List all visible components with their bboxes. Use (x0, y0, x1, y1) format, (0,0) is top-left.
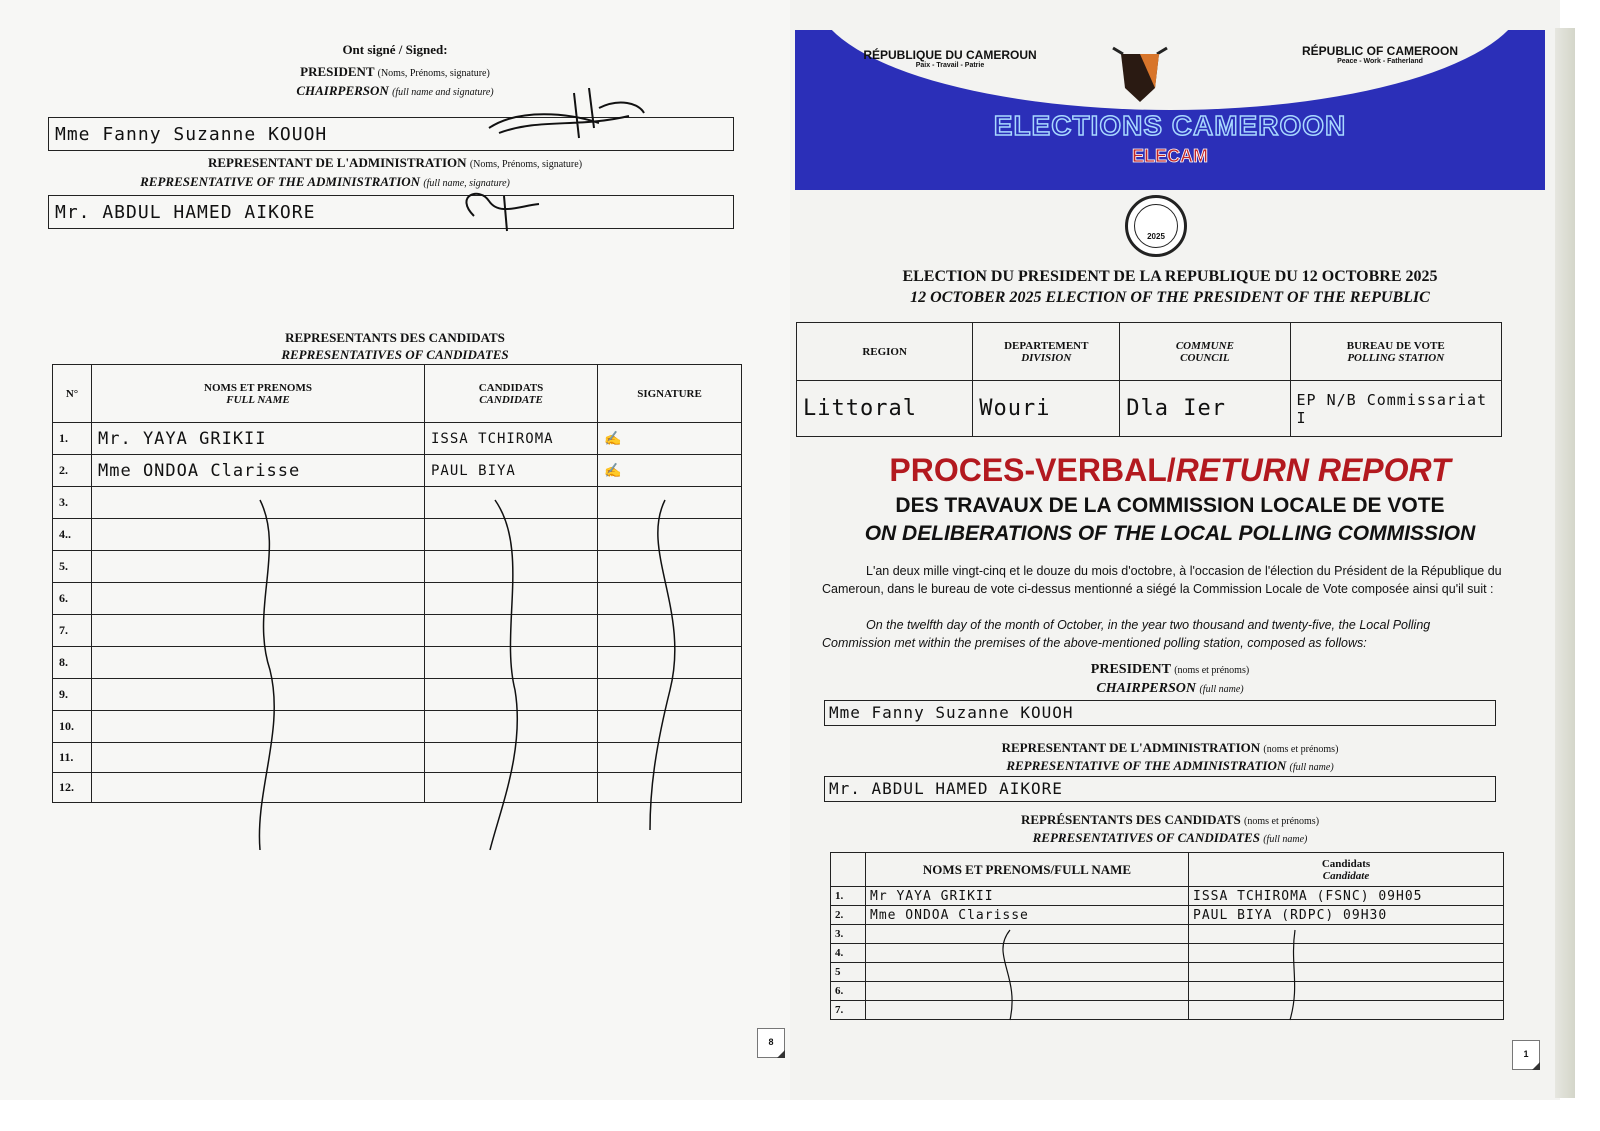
president-label-fr: PRESIDENT (300, 64, 375, 79)
header-council (1120, 323, 1290, 381)
page-edge (1555, 28, 1575, 1098)
row-number: 4. (831, 944, 866, 963)
right-admin-name: Mr. ABDUL HAMED AIKORE (829, 779, 1063, 798)
right-admin-name-field[interactable] (824, 776, 1496, 802)
header-right-title: RÉPUBLIC OF CAMEROON (1302, 44, 1458, 58)
right-admin-label-fr: REPRESENTANT DE L'ADMINISTRATION (1001, 740, 1261, 755)
row-number: 2. (53, 455, 92, 487)
admin-label (0, 155, 790, 171)
col-name-fr: NOMS ET PRENOMS (204, 381, 312, 394)
left-page (0, 0, 790, 1100)
chairperson-label (0, 83, 790, 99)
row-number: 11. (53, 743, 92, 773)
row-candidate[interactable]: ISSA TCHIROMA (425, 423, 598, 455)
table-row (53, 423, 742, 455)
report-subtitle-en: ON DELIBERATIONS OF THE LOCAL POLLING COMMISSION (864, 522, 1476, 545)
chairperson-label-en: CHAIRPERSON (296, 83, 389, 98)
header-left-block (840, 48, 1060, 69)
row-number: 7. (831, 1001, 866, 1020)
page-number-left: 8 (757, 1028, 785, 1058)
right-chairperson-label (795, 681, 1545, 697)
row-number: 6. (53, 583, 92, 615)
row-number: 10. (53, 711, 92, 743)
right-chairperson-note: (full name) (1199, 684, 1244, 695)
admin-name-field[interactable] (48, 195, 734, 229)
banner-subtitle: ELECAM (1132, 146, 1208, 166)
right-col-candidate-en: Candidate (1322, 869, 1370, 882)
right-strikethrough-lines-icon (990, 925, 1310, 1025)
row-name[interactable]: Mme ONDOA Clarisse (866, 906, 1189, 925)
col-no-header: N° (53, 365, 92, 423)
seal-year: 2025 (1134, 204, 1178, 248)
header-region-fr: REGION (862, 345, 907, 358)
table-row (53, 455, 742, 487)
header-polling-station (1290, 323, 1502, 381)
president-label-note: (Noms, Prénoms, signature) (377, 68, 490, 79)
row-number: 12. (53, 773, 92, 803)
col-name-header (92, 365, 425, 423)
header-station-en: POLLING STATION (1347, 351, 1445, 364)
col-candidate-header (425, 365, 598, 423)
row-number: 7. (53, 615, 92, 647)
signed-title: Ont signé / Signed: (342, 42, 448, 57)
header-left-motto: Paix - Travail - Patrie (915, 62, 985, 69)
table-header-row (53, 365, 742, 423)
row-signature[interactable]: ✍ (598, 423, 742, 455)
location-table (796, 322, 1502, 437)
elecam-header-banner (795, 30, 1545, 190)
right-candidates-heading-en-row (795, 830, 1545, 846)
table-row (831, 887, 1504, 906)
strikethrough-lines-icon (230, 490, 730, 870)
candidates-heading-en: REPRESENTATIVES OF CANDIDATES (281, 347, 509, 362)
col-candidate-fr: CANDIDATS (478, 381, 544, 394)
row-number: 1. (53, 423, 92, 455)
col-signature-header: SIGNATURE (598, 365, 742, 423)
header-division-fr: DEPARTEMENT (1004, 339, 1089, 352)
row-number: 3. (53, 487, 92, 519)
right-president-name: Mme Fanny Suzanne KOUOH (829, 703, 1074, 722)
right-chairperson-label-en: CHAIRPERSON (1096, 681, 1196, 696)
right-admin-label (795, 740, 1545, 756)
right-admin-note: (noms et prénoms) (1263, 744, 1339, 755)
table-row (831, 906, 1504, 925)
row-name[interactable]: Mr. YAYA GRIKII (92, 423, 425, 455)
candidates-heading-fr: REPRESENTANTS DES CANDIDATS (285, 330, 505, 345)
admin-label-en-row (0, 174, 650, 190)
page-number-right: 1 (1512, 1040, 1540, 1070)
right-president-label-fr: PRESIDENT (1090, 662, 1171, 677)
row-number: 4.. (53, 519, 92, 551)
right-president-label (795, 662, 1545, 678)
elecam-seal-icon (1125, 195, 1187, 257)
right-col-no-header (831, 853, 866, 887)
row-name[interactable]: Mr YAYA GRIKII (866, 887, 1189, 906)
row-number: 2. (831, 906, 866, 925)
header-division (973, 323, 1120, 381)
right-candidates-heading-note: (noms et prénoms) (1244, 816, 1320, 827)
coat-of-arms-icon (1105, 40, 1175, 110)
right-candidates-heading-fr: REPRÉSENTANTS DES CANDIDATS (1020, 812, 1241, 827)
right-admin-label-en: REPRESENTATIVE OF THE ADMINISTRATION (1006, 758, 1287, 773)
header-council-en: COUNCIL (1180, 351, 1230, 364)
admin-label-fr: REPRESENTANT DE L'ADMINISTRATION (207, 155, 467, 170)
header-right-block (1280, 44, 1480, 65)
right-admin-en-note: (full name) (1289, 762, 1334, 773)
intro-paragraph-fr: L'an deux mille vingt-cinq et le douze du mois d'octobre, à l'occasion de l'élection du Président de la République du Cameroun, dans le bureau de vote ci-dessus mentionné a siégé la Commission Locale de Vote composée ainsi qu'il suit : (822, 564, 1502, 596)
right-candidates-heading-en: REPRESENTATIVES OF CANDIDATES (1032, 830, 1260, 845)
president-name-field[interactable] (48, 117, 734, 151)
division-value[interactable]: Wouri (973, 381, 1120, 437)
president-signature-icon (479, 88, 649, 148)
row-signature[interactable]: ✍ (598, 455, 742, 487)
col-candidate-en: CANDIDATE (479, 393, 543, 406)
admin-label-en-note: (full name, signature) (423, 178, 510, 189)
row-number: 6. (831, 982, 866, 1001)
row-candidate[interactable]: PAUL BIYA (425, 455, 598, 487)
admin-label-note: (Noms, Prénoms, signature) (469, 159, 583, 170)
president-label (0, 64, 790, 80)
banner-title: ELECTIONS CAMEROON (993, 110, 1347, 141)
region-value[interactable]: Littoral (797, 381, 973, 437)
right-candidates-heading (795, 812, 1545, 828)
row-number: 1. (831, 887, 866, 906)
admin-signature-icon (449, 186, 549, 236)
header-division-en: DIVISION (1021, 351, 1072, 364)
polling-station-value[interactable]: EP N/B Commissariat I (1290, 381, 1502, 437)
admin-label-en: REPRESENTATIVE OF THE ADMINISTRATION (140, 174, 421, 189)
row-number: 8. (53, 647, 92, 679)
header-station-fr: BUREAU DE VOTE (1346, 339, 1445, 352)
report-title-en: RETURN REPORT (1175, 452, 1451, 488)
row-number: 9. (53, 679, 92, 711)
row-candidate[interactable]: ISSA TCHIROMA (FSNC) 09H05 (1189, 887, 1504, 906)
council-value[interactable]: Dla Ier (1120, 381, 1290, 437)
header-region (797, 323, 973, 381)
row-number: 5 (831, 963, 866, 982)
admin-name: Mr. ABDUL HAMED AIKORE (55, 202, 316, 223)
report-subtitle-fr: DES TRAVAUX DE LA COMMISSION LOCALE DE VOTE (895, 494, 1445, 517)
right-admin-label-en-row (795, 758, 1545, 774)
signed-heading (0, 42, 790, 99)
row-name[interactable]: Mme ONDOA Clarisse (92, 455, 425, 487)
election-title-fr: ELECTION DU PRESIDENT DE LA REPUBLIQUE DU 12 OCTOBRE 2025 (902, 268, 1438, 285)
location-header-row (797, 323, 1502, 381)
header-left-title: RÉPUBLIQUE DU CAMEROUN (863, 48, 1037, 62)
report-title (795, 452, 1545, 489)
right-col-candidate-fr: Candidats (1321, 857, 1371, 870)
col-name-en: FULL NAME (226, 393, 290, 406)
right-president-note: (noms et prénoms) (1174, 665, 1250, 676)
header-right-motto: Peace - Work - Fatherland (1337, 58, 1423, 65)
location-value-row (797, 381, 1502, 437)
intro-paragraph-en: On the twelfth day of the month of October, in the year two thousand and twenty-five, the Local Polling Commission met within the premises of the above-mentioned polling station, composed as follows: (822, 618, 1431, 650)
chairperson-label-note: (full name and signature) (392, 87, 494, 98)
row-number: 3. (831, 925, 866, 944)
right-col-name-header: NOMS ET PRENOMS/FULL NAME (866, 853, 1189, 887)
report-title-fr: PROCES-VERBAL/ (889, 452, 1176, 488)
president-name: Mme Fanny Suzanne KOUOH (55, 124, 328, 145)
right-col-candidate-header (1189, 853, 1504, 887)
right-candidates-heading-en-note: (full name) (1263, 834, 1308, 845)
right-table-header-row (831, 853, 1504, 887)
right-president-name-field[interactable] (824, 700, 1496, 726)
row-number: 5. (53, 551, 92, 583)
row-candidate[interactable]: PAUL BIYA (RDPC) 09H30 (1189, 906, 1504, 925)
election-title-en: 12 OCTOBER 2025 ELECTION OF THE PRESIDENT OF THE REPUBLIC (910, 289, 1430, 306)
header-council-fr: COMMUNE (1175, 339, 1234, 352)
